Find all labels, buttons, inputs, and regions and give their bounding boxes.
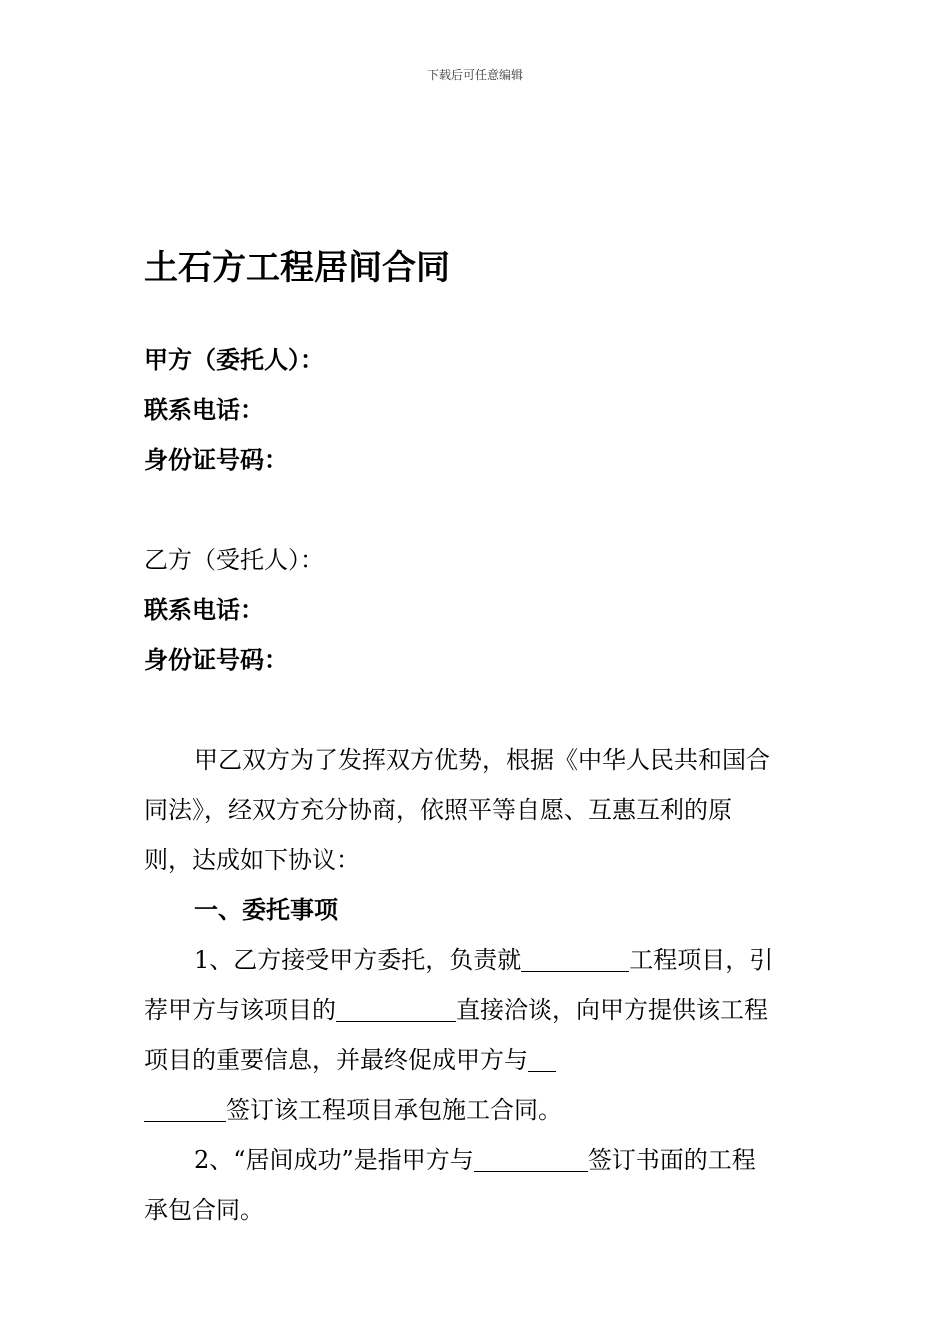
blank-contract-party-start — [528, 1045, 556, 1072]
clause-1-text-b: 工程项目，引 — [629, 946, 774, 974]
clause-1-line-4 — [144, 1094, 562, 1126]
party-a-id-label: 身份证号码： — [144, 445, 288, 474]
clause-1-line-2 — [144, 994, 768, 1026]
clause-2-line-2: 承包合同。 — [144, 1196, 264, 1224]
clause-1-text-c: 荐甲方与该项目的 — [144, 996, 336, 1024]
preamble-line-3: 则，达成如下协议： — [144, 846, 360, 874]
blank-contract-party-end — [144, 1095, 226, 1122]
blank-project-party — [336, 995, 456, 1022]
clause-1-line-3 — [144, 1044, 556, 1076]
preamble-line-2: 同法》，经双方充分协商，依照平等自愿、互惠互利的原 — [144, 796, 732, 824]
clause-2-text-b: 签订书面的工程 — [587, 1146, 756, 1174]
clause-1-text-e: 项目的重要信息，并最终促成甲方与 — [144, 1046, 528, 1074]
clause-1-text-a: 1、乙方接受甲方委托，负责就 — [194, 946, 522, 974]
party-a-phone-label: 联系电话： — [144, 395, 264, 424]
party-a-label: 甲方（委托人）： — [144, 345, 324, 374]
party-b-phone-label: 联系电话： — [144, 595, 264, 624]
blank-contracting-party — [474, 1145, 588, 1172]
clause-1-text-d: 直接洽谈，向甲方提供该工程 — [456, 996, 768, 1024]
party-b-label: 乙方（受托人）： — [144, 546, 324, 574]
section-heading-entrusted-matters: 一、委托事项 — [194, 895, 338, 924]
party-b-id-label: 身份证号码： — [144, 645, 288, 674]
document-title: 土石方工程居间合同 — [144, 248, 450, 288]
header-note: 下载后可任意编辑 — [426, 68, 523, 82]
clause-1-line-1 — [194, 944, 773, 976]
clause-2-text-a: 2、“居间成功”是指甲方与 — [194, 1146, 474, 1174]
clause-1-text-f: 签订该工程项目承包施工合同。 — [226, 1096, 562, 1124]
blank-project-name — [521, 945, 629, 972]
clause-2-line-1 — [194, 1144, 756, 1176]
preamble-line-1: 甲乙双方为了发挥双方优势，根据《中华人民共和国合 — [194, 746, 770, 774]
